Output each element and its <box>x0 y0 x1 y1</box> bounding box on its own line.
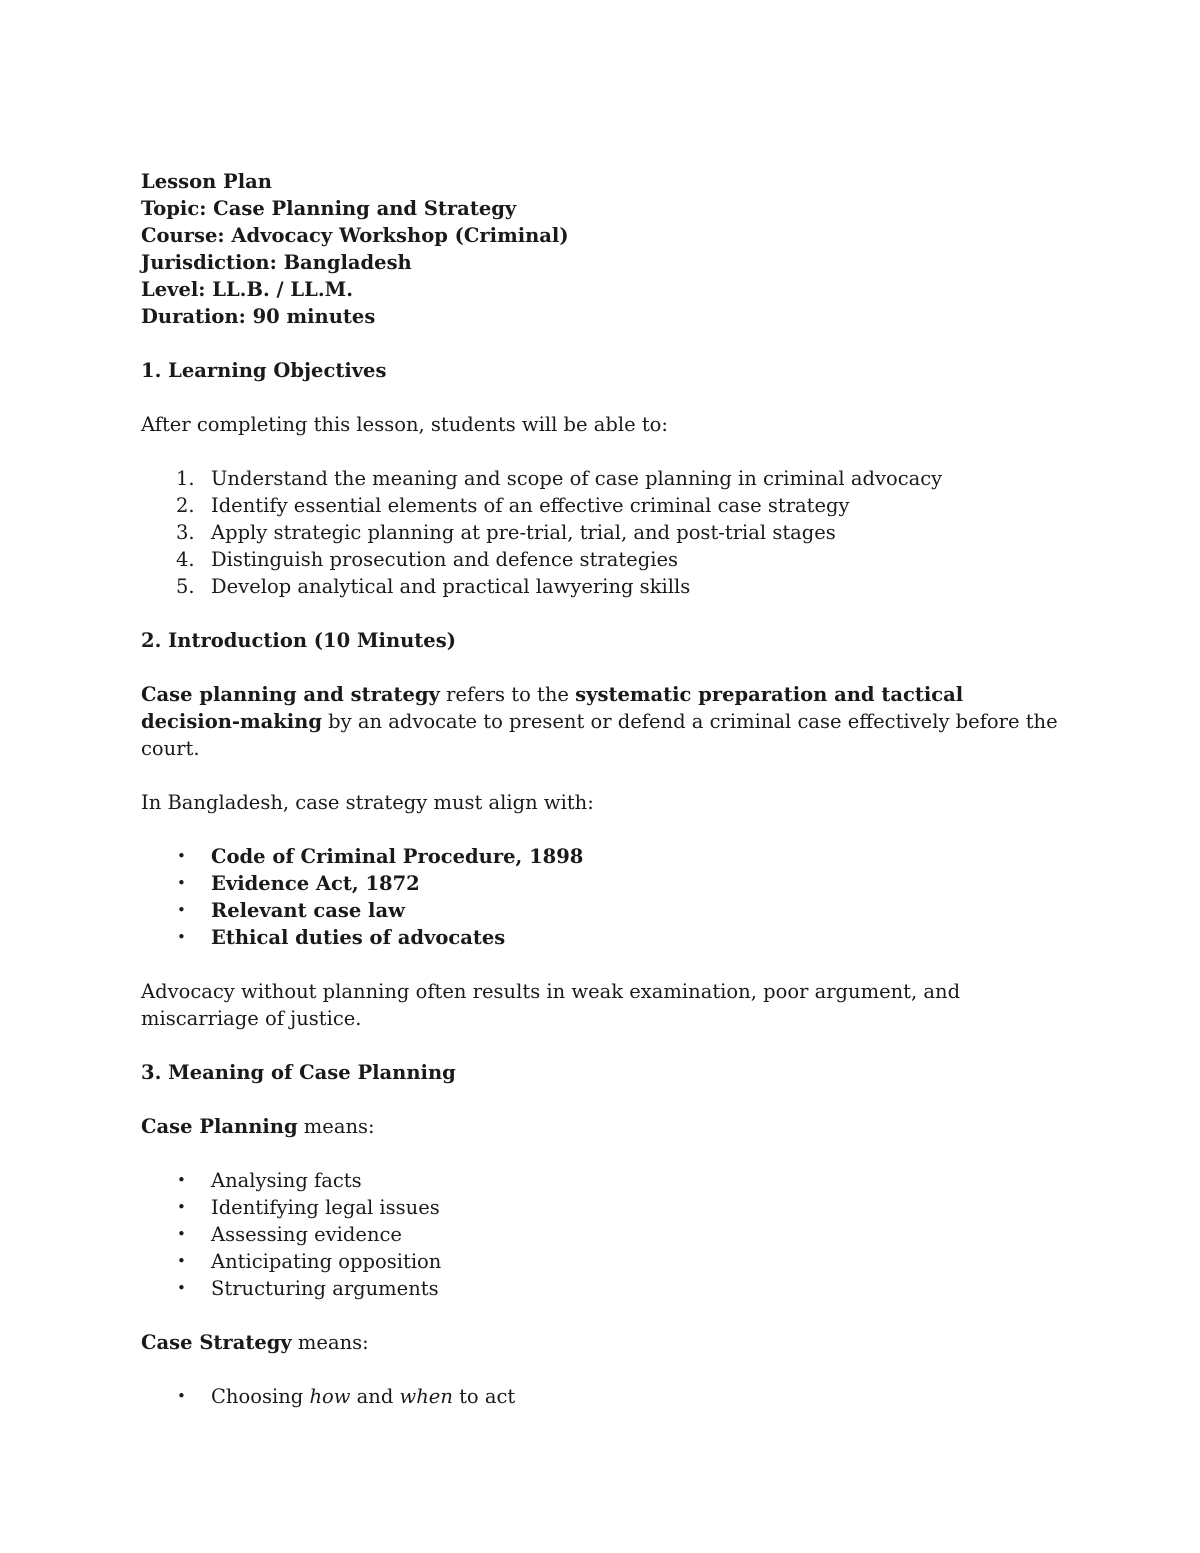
objectives-list <box>141 465 1061 600</box>
list-item: • Relevant case law <box>177 899 405 922</box>
legal-framework-list <box>141 843 1061 951</box>
case-strategy-list <box>141 1383 1061 1410</box>
document-page <box>141 168 1061 1410</box>
case-planning-intro: Case Planning means: <box>141 1115 375 1138</box>
section-heading-objectives: 1. Learning Objectives <box>141 359 387 382</box>
list-item: • Analysing facts <box>177 1169 362 1192</box>
lesson-topic: Topic: Case Planning and Strategy <box>141 197 517 220</box>
section-heading-introduction: 2. Introduction (10 Minutes) <box>141 629 456 652</box>
section-heading-meaning: 3. Meaning of Case Planning <box>141 1061 456 1084</box>
case-planning-list <box>141 1167 1061 1302</box>
list-item: • Assessing evidence <box>177 1223 402 1246</box>
lesson-course: Course: Advocacy Workshop (Criminal) <box>141 224 569 247</box>
list-item: • Code of Criminal Procedure, 1898 <box>177 845 584 868</box>
list-item: • Ethical duties of advocates <box>177 926 506 949</box>
lesson-jurisdiction: Jurisdiction: Bangladesh <box>141 251 412 274</box>
list-item: 1. Understand the meaning and scope of case planning in criminal advocacy <box>176 467 943 490</box>
definition-paragraph: Case planning and strategy refers to the systematic preparation and tactical decision-making by an advocate to present or defend a criminal case effectively before the court. <box>141 683 1058 760</box>
case-strategy-intro: Case Strategy means: <box>141 1331 369 1354</box>
introduction-closing: Advocacy without planning often results in weak examination, poor argument, and miscarriage of justice. <box>141 980 961 1030</box>
list-item: • Choosing how and when to act <box>177 1385 516 1408</box>
list-item: 2. Identify essential elements of an effective criminal case strategy <box>176 494 850 517</box>
objectives-intro: After completing this lesson, students will be able to: <box>141 413 668 436</box>
list-item: • Structuring arguments <box>177 1277 439 1300</box>
list-item: • Identifying legal issues <box>177 1196 440 1219</box>
list-item: • Anticipating opposition <box>177 1250 442 1273</box>
list-item: 3. Apply strategic planning at pre-trial, trial, and post-trial stages <box>176 521 836 544</box>
list-item: • Evidence Act, 1872 <box>177 872 420 895</box>
lesson-header <box>141 168 1061 330</box>
lesson-duration: Duration: 90 minutes <box>141 305 376 328</box>
list-item: 4. Distinguish prosecution and defence strategies <box>176 548 678 571</box>
list-item: 5. Develop analytical and practical lawyering skills <box>176 575 691 598</box>
align-intro: In Bangladesh, case strategy must align with: <box>141 791 594 814</box>
lesson-title: Lesson Plan <box>141 170 272 193</box>
lesson-level: Level: LL.B. / LL.M. <box>141 278 354 301</box>
